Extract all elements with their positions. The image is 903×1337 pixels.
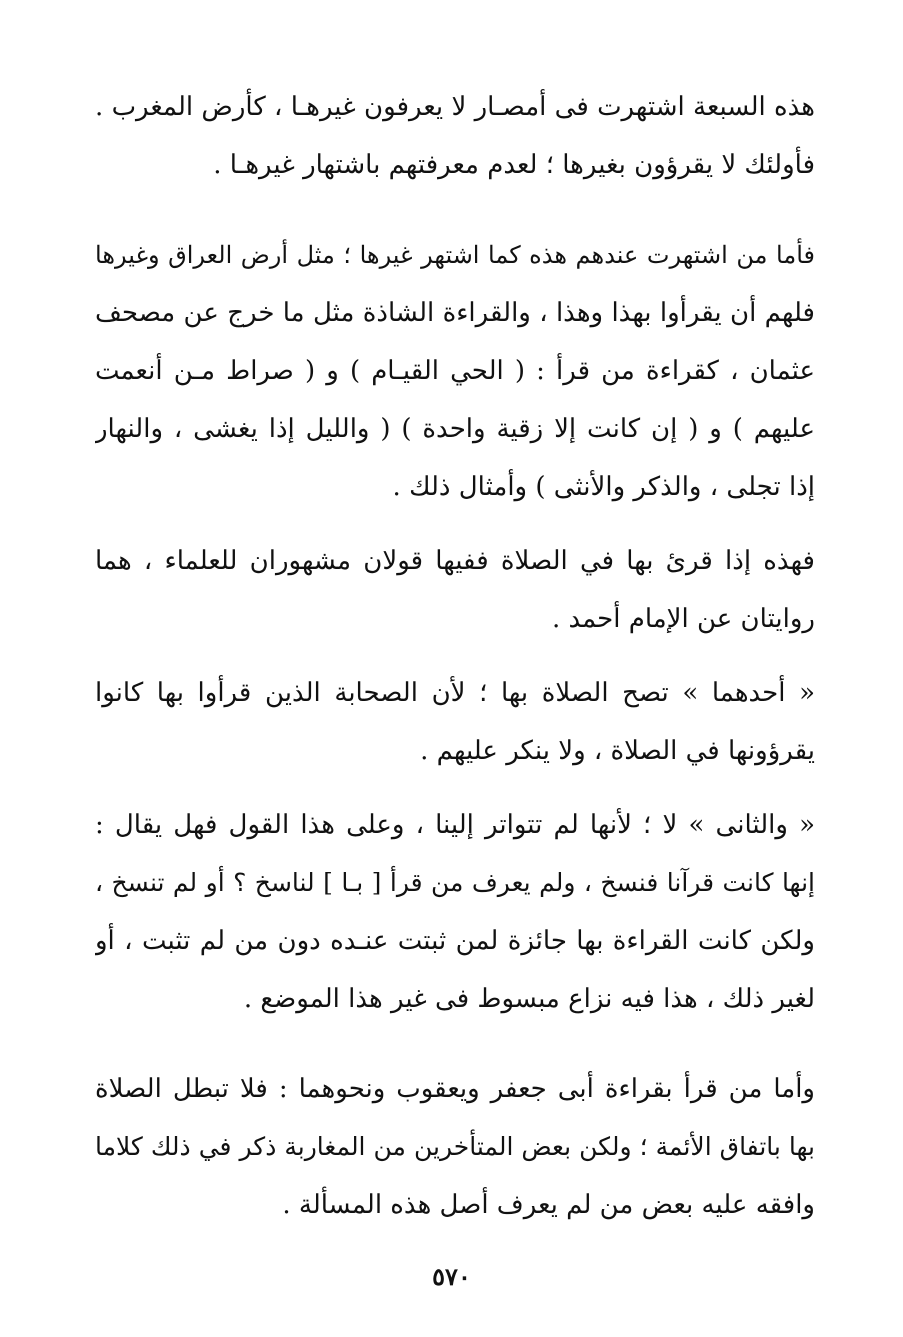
paragraph-6: [95, 1060, 815, 1234]
paragraph-gap: [95, 648, 815, 664]
paragraph-1: [95, 78, 815, 194]
paragraph-gap: [95, 780, 815, 796]
paragraph-gap: [95, 516, 815, 532]
text-line: عثمان ، كقراءة من قرأ : ( الحي القيـام ) و ( صراط مـن أنعمت: [95, 356, 815, 386]
text-line: فهذه إذا قرئ بها في الصلاة ففيها قولان مشهوران للعلماء ، هما: [95, 546, 815, 576]
text-line: روايتان عن الإمام أحمد .: [551, 604, 815, 634]
paragraph-5: [95, 796, 815, 1028]
paragraph-gap: [95, 1028, 815, 1060]
text-line: « أحدهما » تصح الصلاة بها ؛ لأن الصحابة الذين قرأوا بها كانوا: [95, 678, 815, 708]
text-line: وافقه عليه بعض من لم يعرف أصل هذه المسألة .: [282, 1190, 815, 1220]
paragraph-2: [95, 226, 815, 516]
text-line: فلهم أن يقرأوا بهذا وهذا ، والقراءة الشاذة مثل ما خرج عن مصحف: [95, 298, 815, 328]
text-line: يقرؤونها في الصلاة ، ولا ينكر عليهم .: [420, 736, 815, 766]
paragraph-3: [95, 532, 815, 648]
text-line: « والثانى » لا ؛ لأنها لم تتواتر إلينا ، وعلى هذا القول فهل يقال :: [95, 810, 815, 840]
text-line: إذا تجلى ، والذكر والأنثى ) وأمثال ذلك .: [392, 472, 815, 502]
paragraph-gap: [95, 194, 815, 226]
text-line: لغير ذلك ، هذا فيه نزاع مبسوط فى غير هذا الموضع .: [243, 984, 815, 1014]
page-body: [95, 78, 815, 1234]
text-line: بها باتفاق الأئمة ؛ ولكن بعض المتأخرين من المغاربة ذكر في ذلك كلاما: [95, 1132, 815, 1161]
paragraph-4: [95, 664, 815, 780]
page-number: ٥٧٠: [432, 1262, 471, 1291]
text-line: وأما من قرأ بقراءة أبى جعفر ويعقوب ونحوهما : فلا تبطل الصلاة: [95, 1074, 815, 1104]
text-line: فأما من اشتهرت عندهم هذه كما اشتهر غيرها ؛ مثل أرض العراق وغيرها: [95, 241, 815, 269]
text-line: إنها كانت قرآنا فنسخ ، ولم يعرف من قرأ [ بـا ] لناسخ ؟ أو لم تنسخ ،: [95, 868, 815, 897]
text-line: عليهم ) و ( إن كانت إلا زقية واحدة ) ( والليل إذا يغشى ، والنهار: [95, 414, 815, 444]
text-line: هذه السبعة اشتهرت فى أمصـار لا يعرفون غيرهـا ، كأرض المغرب .: [95, 92, 815, 122]
text-line: فأولئك لا يقرؤون بغيرها ؛ لعدم معرفتهم باشتهار غيرهـا .: [213, 150, 815, 180]
text-line: ولكن كانت القراءة بها جائزة لمن ثبتت عنـده دون من لم تثبت ، أو: [95, 926, 815, 956]
